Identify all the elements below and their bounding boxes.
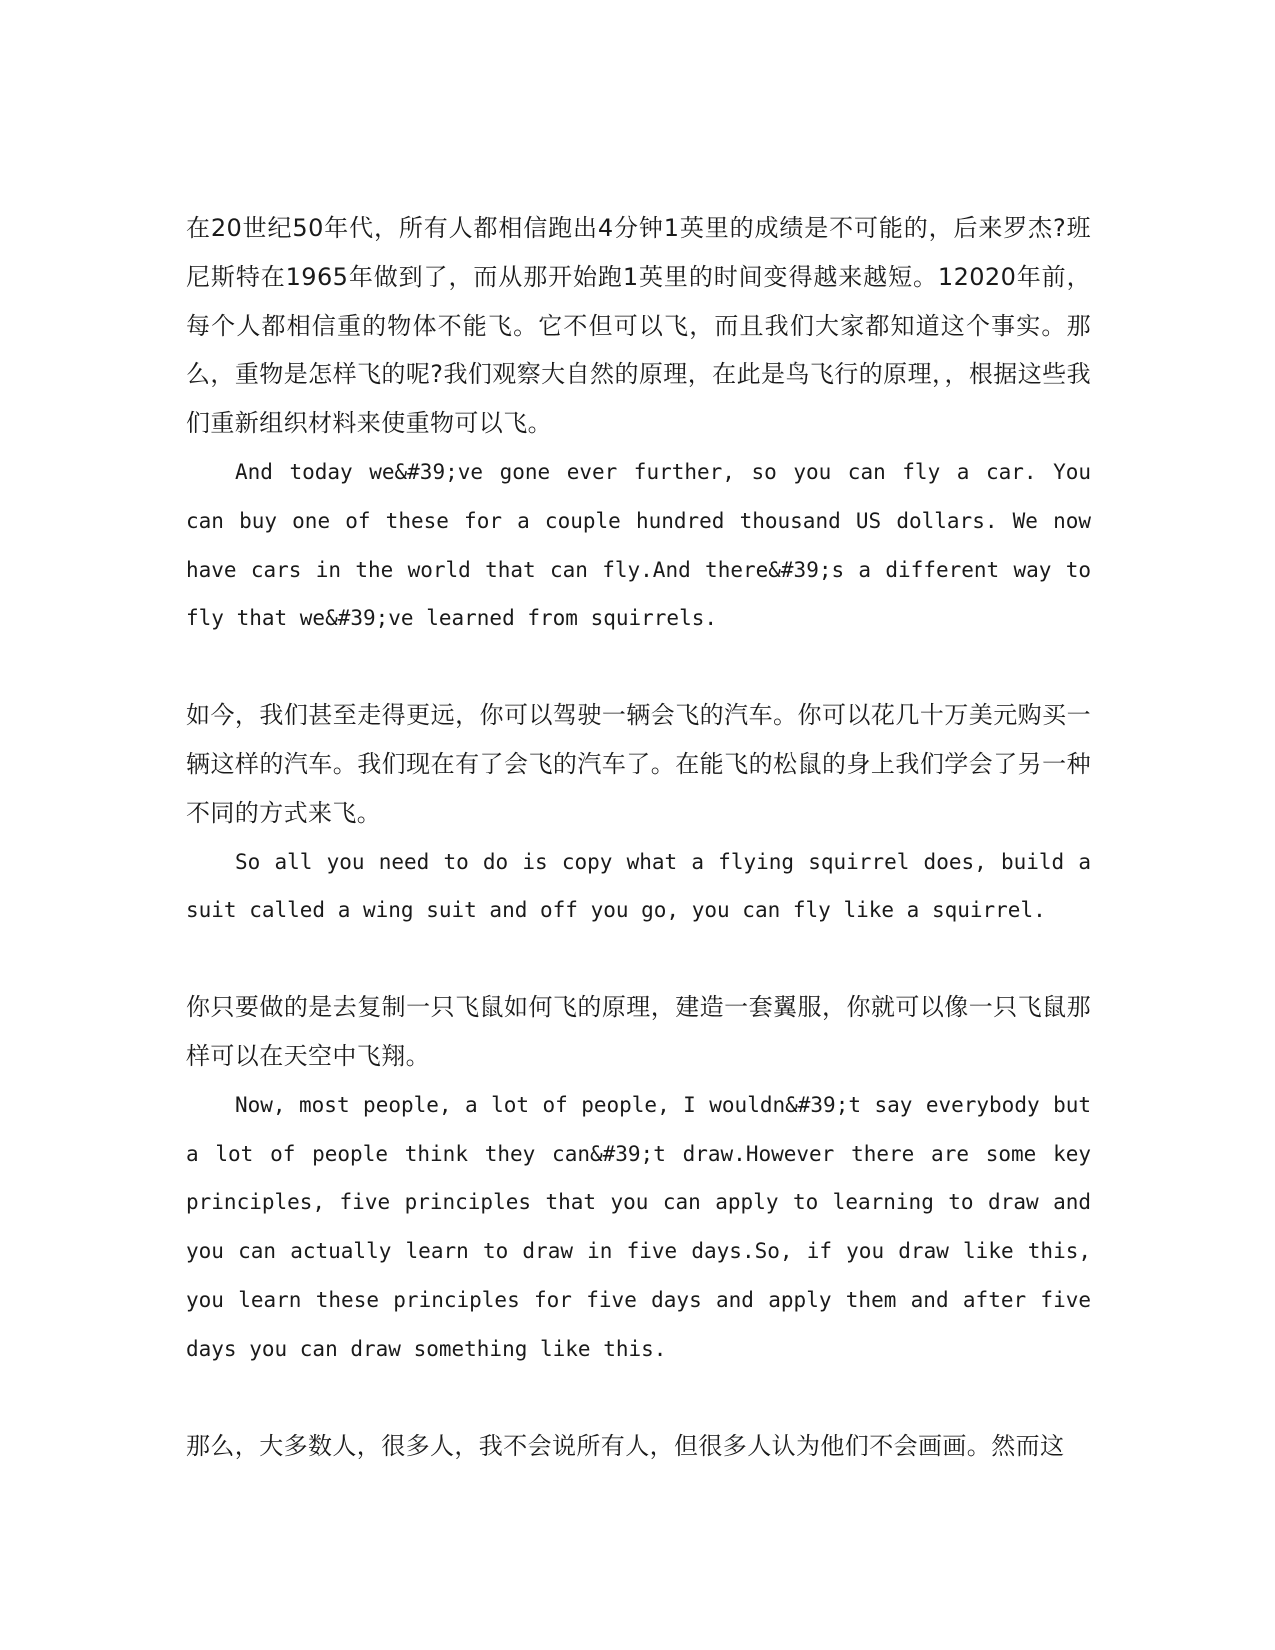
paragraph-english-2: So all you need to do is copy what a flying squirrel does, build a suit called a wing suit and off you go, you can fly like a squirrel. bbox=[186, 849, 1091, 923]
paragraph-gap bbox=[186, 935, 1091, 983]
paragraph-chinese-1: 在20世纪50年代，所有人都相信跑出4分钟1英里的成绩是不可能的，后来罗杰?班尼斯特在1965年做到了，而从那开始跑1英里的时间变得越来越短。12020年前，每个人都相信重的物体不能飞。它不但可以飞，而且我们大家都知道这个事实。那么，重物是怎样飞的呢?我们观察大自然的原理，在此是鸟飞行的原理，，根据这些我们重新组织材料来使重物可以飞。 bbox=[186, 214, 1091, 438]
paragraph-gap bbox=[186, 643, 1091, 691]
paragraph-chinese-3: 你只要做的是去复制一只飞鼠如何飞的原理，建造一套翼服，你就可以像一只飞鼠那样可以在天空中飞翔。 bbox=[186, 993, 1091, 1070]
paragraph-english-3: Now, most people, a lot of people, I wouldn&#39;t say everybody but a lot of people think they can&#39;t draw.However there are some key principles, five principles that you can apply to learning to draw and you can actually learn to draw in five days.So, if you draw like this, you learn these principles for five days and apply them and after five days you can draw something like this. bbox=[186, 1092, 1091, 1361]
document-body bbox=[186, 204, 1091, 1470]
paragraph-chinese-2: 如今，我们甚至走得更远，你可以驾驶一辆会飞的汽车。你可以花几十万美元购买一辆这样的汽车。我们现在有了会飞的汽车了。在能飞的松鼠的身上我们学会了另一种不同的方式来飞。 bbox=[186, 701, 1091, 827]
paragraph-gap bbox=[186, 1374, 1091, 1422]
paragraph-chinese-4: 那么，大多数人，很多人，我不会说所有人，但很多人认为他们不会画画。然而这 bbox=[186, 1431, 1065, 1460]
paragraph-english-1: And today we&#39;ve gone ever further, so you can fly a car. You can buy one of these for a couple hundred thousand US dollars. We now have cars in the world that can fly.And there&#39;s a different way to fly that we&#39;ve learned from squirrels. bbox=[186, 459, 1091, 631]
